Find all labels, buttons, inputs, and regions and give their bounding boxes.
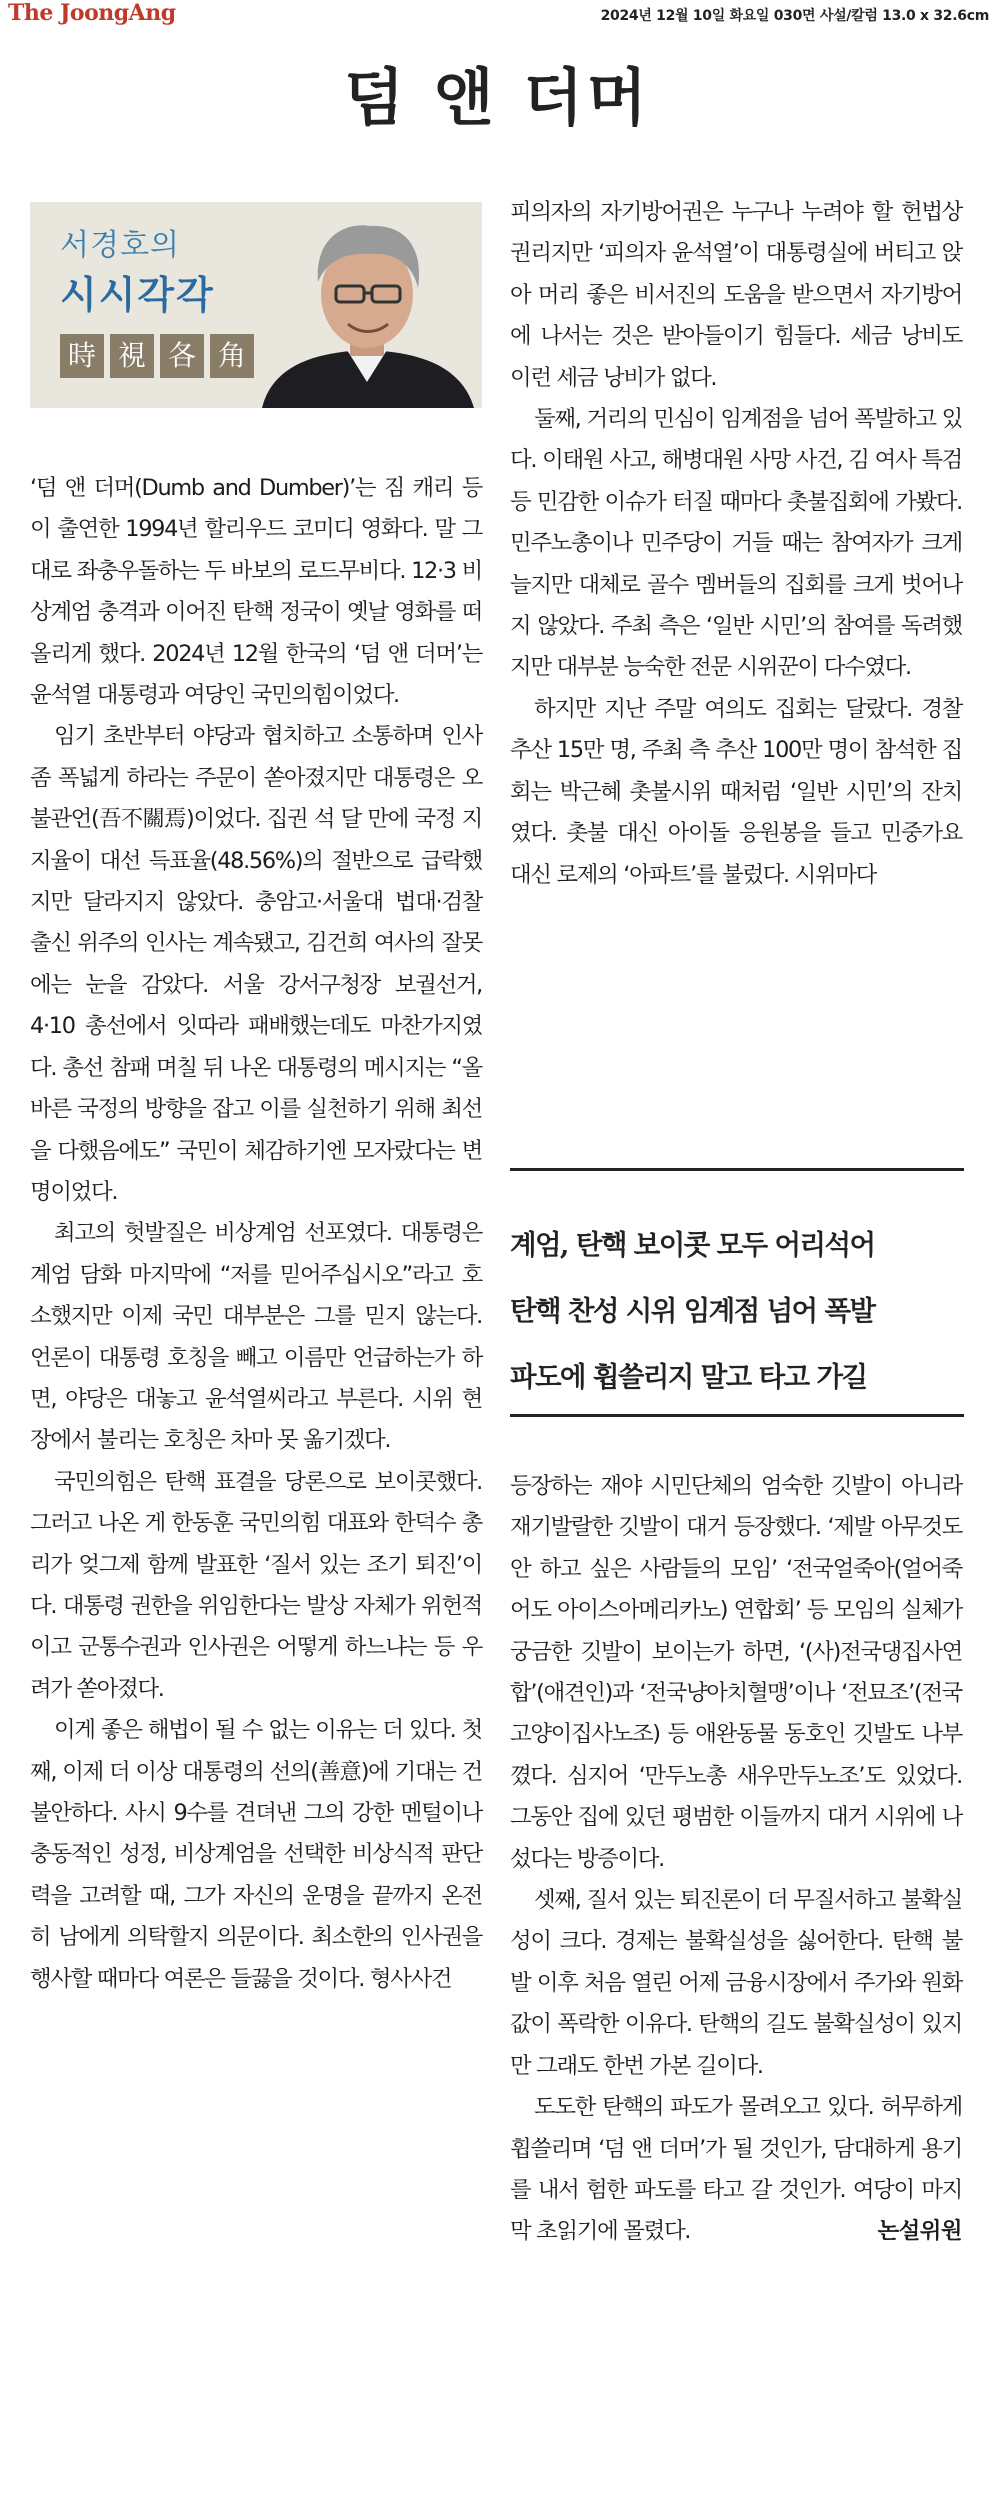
left-column <box>30 468 482 2000</box>
paragraph: 등장하는 재야 시민단체의 엄숙한 깃발이 아니라 재기발랄한 깃발이 대거 등장했다. ‘제발 아무것도 안 하고 싶은 사람들의 모임’ ‘전국얼죽아(얼어죽어도 아이스아메리카노) 연합회’ 등 모임의 실체가 궁금한 깃발이 보이는가 하면, ‘(사)전국댕집사연합’(애견인)과 ‘전국냥아치혈맹’이나 ‘전묘조’(전국고양이집사노조) 등 애완동물 동호인 깃발도 나부꼈다. 심지어 ‘만두노총 새우만두노조’도 있었다. 그동안 집에 있던 평범한 이들까지 대거 시위에 나섰다는 방증이다. <box>510 1473 962 1872</box>
article-title: 덤 앤 더머 <box>344 61 651 134</box>
byline: 논설위원 <box>877 2218 962 2245</box>
paragraph: 피의자의 자기방어권은 누구나 누려야 할 헌법상 권리지만 ‘피의자 윤석열’이 대통령실에 버티고 앉아 머리 좋은 비서진의 도움을 받으면서 자기방어에 나서는 것은 받아들이기 힘들다. 세금 낭비도 이런 세금 낭비가 없다. <box>510 199 962 391</box>
paragraph: 셋째, 질서 있는 퇴진론이 더 무질서하고 불확실성이 크다. 경제는 불확실성을 싫어한다. 탄핵 불발 이후 처음 열린 어제 금융시장에서 주가와 원화 값이 폭락한 이유다. 탄핵의 길도 불확실성이 있지만 그래도 한번 가본 길이다. <box>510 1887 962 2079</box>
pull-quote-bottom-rule <box>510 1414 964 1417</box>
paragraph: 국민의힘은 탄핵 표결을 당론으로 보이콧했다. 그러고 나온 게 한동훈 국민의힘 대표와 한덕수 총리가 엊그제 함께 발표한 ‘질서 있는 조기 퇴진’이다. 대통령 권한을 위임한다는 발상 자체가 위헌적이고 군통수권과 인사권은 어떻게 하느냐는 등 우려가 쏟아졌다. <box>30 1468 482 1702</box>
page-header <box>0 0 995 28</box>
column-name: 시시각각 <box>60 273 215 317</box>
right-column-top <box>510 192 962 896</box>
paragraph: 최고의 헛발질은 비상계엄 선포였다. 대통령은 계엄 담화 마지막에 “저를 믿어주십시오”라고 호소했지만 이제 국민 대부분은 그를 믿지 않는다. 언론이 대통령 호칭을 빼고 이름만 언급하는가 하면, 야당은 대놓고 윤석열씨라고 부른다. 시위 현장에서 불리는 호칭은 차마 못 옮기겠다. <box>30 1220 482 1454</box>
pull-quote-line: 탄핵 찬성 시위 임계점 넘어 폭발 <box>510 1295 875 1327</box>
columnist-portrait <box>252 202 482 408</box>
hanja-char: 時 <box>60 334 104 378</box>
paragraph <box>510 2087 962 2253</box>
paragraph: 둘째, 거리의 민심이 임계점을 넘어 폭발하고 있다. 이태원 사고, 해병대원 사망 사건, 김 여사 특검 등 민감한 이슈가 터질 때마다 촛불집회에 가봤다. 민주노총이나 민주당이 거들 때는 참여자가 크게 늘지만 대체로 골수 멤버들의 집회를 크게 벗어나지 않았다. 주최 측은 ‘일반 시민’의 참여를 독려했지만 대부분 능숙한 전문 시위꾼이 다수였다. <box>510 406 962 681</box>
columnist-name: 서경호의 <box>60 228 180 263</box>
pull-quote-line: 파도에 휩쓸리지 말고 타고 가길 <box>510 1361 867 1393</box>
pull-quote-top-rule <box>510 1168 964 1171</box>
paragraph: 임기 초반부터 야당과 협치하고 소통하며 인사 좀 폭넓게 하라는 주문이 쏟아졌지만 대통령은 오불관언(吾不關焉)이었다. 집권 석 달 만에 국정 지지율이 대선 득표율(48.56%)의 절반으로 급락했지만 달라지지 않았다. 충암고·서울대 법대·검찰 출신 위주의 인사는 계속됐고, 김건희 여사의 잘못에는 눈을 감았다. 서울 강서구청장 보궐선거, 4·10 총선에서 잇따라 패배했는데도 마찬가지였다. 총선 참패 며칠 뒤 나온 대통령의 메시지는 “올바른 국정의 방향을 잡고 이를 실천하기 위해 최선을 다했음에도” 국민이 체감하기엔 모자랐다는 변명이었다. <box>30 723 482 1205</box>
publication-info: 2024년 12월 10일 화요일 030면 사설/칼럼 13.0 x 32.6cm <box>600 8 989 24</box>
pull-quote-line: 계엄, 탄핵 보이콧 모두 어리석어 <box>510 1229 875 1261</box>
newspaper-logo: The JoongAng <box>8 0 176 26</box>
hanja-char: 角 <box>210 334 254 378</box>
paragraph: ‘덤 앤 더머(Dumb and Dumber)’는 짐 캐리 등이 출연한 1994년 할리우드 코미디 영화다. 말 그대로 좌충우돌하는 두 바보의 로드무비다. 12·3 비상계엄 충격과 이어진 탄핵 정국이 옛날 영화를 떠올리게 했다. 2024년 12월 한국의 ‘덤 앤 더머’는 윤석열 대통령과 여당인 국민의힘이었다. <box>30 475 482 709</box>
hanja-char: 視 <box>110 334 154 378</box>
paragraph: 하지만 지난 주말 여의도 집회는 달랐다. 경찰 추산 15만 명, 주최 측 추산 100만 명이 참석한 집회는 박근혜 촛불시위 때처럼 ‘일반 시민’의 잔치였다. 촛불 대신 아이돌 응원봉을 들고 민중가요 대신 로제의 ‘아파트’를 불렀다. 시위마다 <box>510 695 962 888</box>
paragraph: 이게 좋은 해법이 될 수 없는 이유는 더 있다. 첫째, 이제 더 이상 대통령의 선의(善意)에 기대는 건 불안하다. 사시 9수를 견뎌낸 그의 강한 멘털이나 충동적인 성정, 비상계엄을 선택한 비상식적 판단력을 고려할 때, 그가 자신의 운명을 끝까지 온전히 남에게 의탁할지 의문이다. 최소한의 인사권을 행사할 때마다 여론은 들끓을 것이다. 형사사건 <box>30 1717 482 1992</box>
right-column-bottom <box>510 1466 962 2253</box>
paragraph-text: 도도한 탄핵의 파도가 몰려오고 있다. 허무하게 휩쓸리며 ‘덤 앤 더머’가 될 것인가, 담대하게 용기를 내서 험한 파도를 타고 갈 것인가. 여당이 마지막 초읽기에 몰렸다. <box>510 2094 962 2245</box>
hanja-char: 各 <box>160 334 204 378</box>
pull-quote <box>510 1212 964 1410</box>
column-hanja <box>60 334 260 378</box>
column-banner <box>30 202 482 408</box>
